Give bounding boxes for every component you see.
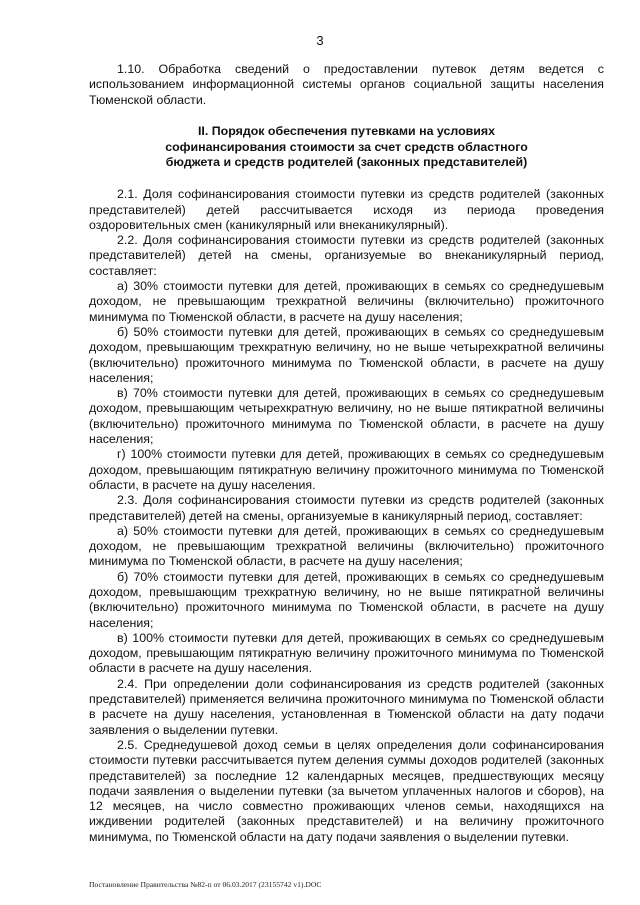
paragraph-2-4: 2.4. При определении доли софинансирования из средств родителей (законных представителей) применяется величина прожиточного минимума по Тюменской области в расчете на душу населения, установленная в Тюменской области на дату подачи заявления о выделении путевки. [89,676,604,737]
spacer [89,108,604,124]
heading-line: софинансирования стоимости за счет средств областного [165,139,528,154]
section-2-heading [89,124,604,171]
paragraph-2-1: 2.1. Доля софинансирования стоимости путевки из средств родителей (законных представителей) детей рассчитывается исходя из периода проведения оздоровительных смен (каникулярный или внеканикулярный). [89,187,604,232]
heading-line: II. Порядок обеспечения путевками на условиях [197,123,496,138]
paragraph-2-2-b: б) 50% стоимости путевки для детей, проживающих в семьях со среднедушевым доходом, превышающим трехкратную величину, но не выше четырехкратной величины (включительно) прожиточного минимума по Тюменской области, в расчете на душу населения; [89,324,604,385]
heading-line: бюджета и средств родителей (законных представителей) [165,155,528,170]
paragraph-2-3-b: б) 70% стоимости путевки для детей, проживающих в семьях со среднедушевым доходом, превышающим трехкратную величину, но не выше пятикратной величины (включительно) прожиточного минимума по Тюменской области, в расчете на душу населения; [89,569,604,630]
document-footer: Постановление Правительства №82-п от 06.03.2017 (23155742 v1).DOC [89,880,322,889]
paragraph-2-3-a: а) 50% стоимости путевки для детей, проживающих в семьях со среднедушевым доходом, не превышающим трехкратной величины (включительно) прожиточного минимума по Тюменской области, в расчете на душу населения; [89,523,604,569]
paragraph-2-2-v: в) 70% стоимости путевки для детей, проживающих в семьях со среднедушевым доходом, превышающим четырехкратную величину, но не выше пятикратной величины (включительно) прожиточного минимума по Тюменской области, в расчете на душу населения; [89,386,604,447]
page-number: 3 [316,33,324,48]
document-body [89,62,604,845]
paragraph-2-3: 2.3. Доля софинансирования стоимости путевки из средств родителей (законных представителей) детей на смены, организуемые в каникулярный период, составляет: [89,493,604,523]
spacer [89,171,604,187]
paragraph-2-5: 2.5. Среднедушевой доход семьи в целях определения доли софинансирования стоимости путевки рассчитывается путем деления суммы доходов родителей (законных представителей) за последние 12 календарных месяцев, предшествующих месяцу подачи заявления о выделении путевки (за вычетом уплаченных налогов и сборов), на 12 месяцев, на число совместно проживающих членов семьи, находящихся на иждивении родителей (законных представителей) и на величину прожиточного минимума, по Тюменской области на дату подачи заявления о выделении путевки. [89,737,604,844]
paragraph-1-10: 1.10. Обработка сведений о предоставлении путевок детям ведется с использованием информационной системы органов социальной защиты населения Тюменской области. [89,62,604,107]
paragraph-2-2: 2.2. Доля софинансирования стоимости путевки из средств родителей (законных представителей) детей на смены, организуемые во внеканикулярный период, составляет: [89,233,604,278]
paragraph-2-2-a: а) 30% стоимости путевки для детей, проживающих в семьях со среднедушевым доходом, не превышающим трехкратной величины (включительно) прожиточного минимума по Тюменской области, в расчете на душу населения; [89,279,604,324]
paragraph-2-2-g: г) 100% стоимости путевки для детей, проживающих в семьях со среднедушевым доходом, превышающим пятикратную величину прожиточного минимума по Тюменской области, в расчете на душу населения. [89,447,604,492]
paragraph-2-3-v: в) 100% стоимости путевки для детей, проживающих в семьях со среднедушевым доходом, превышающим пятикратную величину прожиточного минимума по Тюменской области в расчете на душу населения. [89,630,604,676]
